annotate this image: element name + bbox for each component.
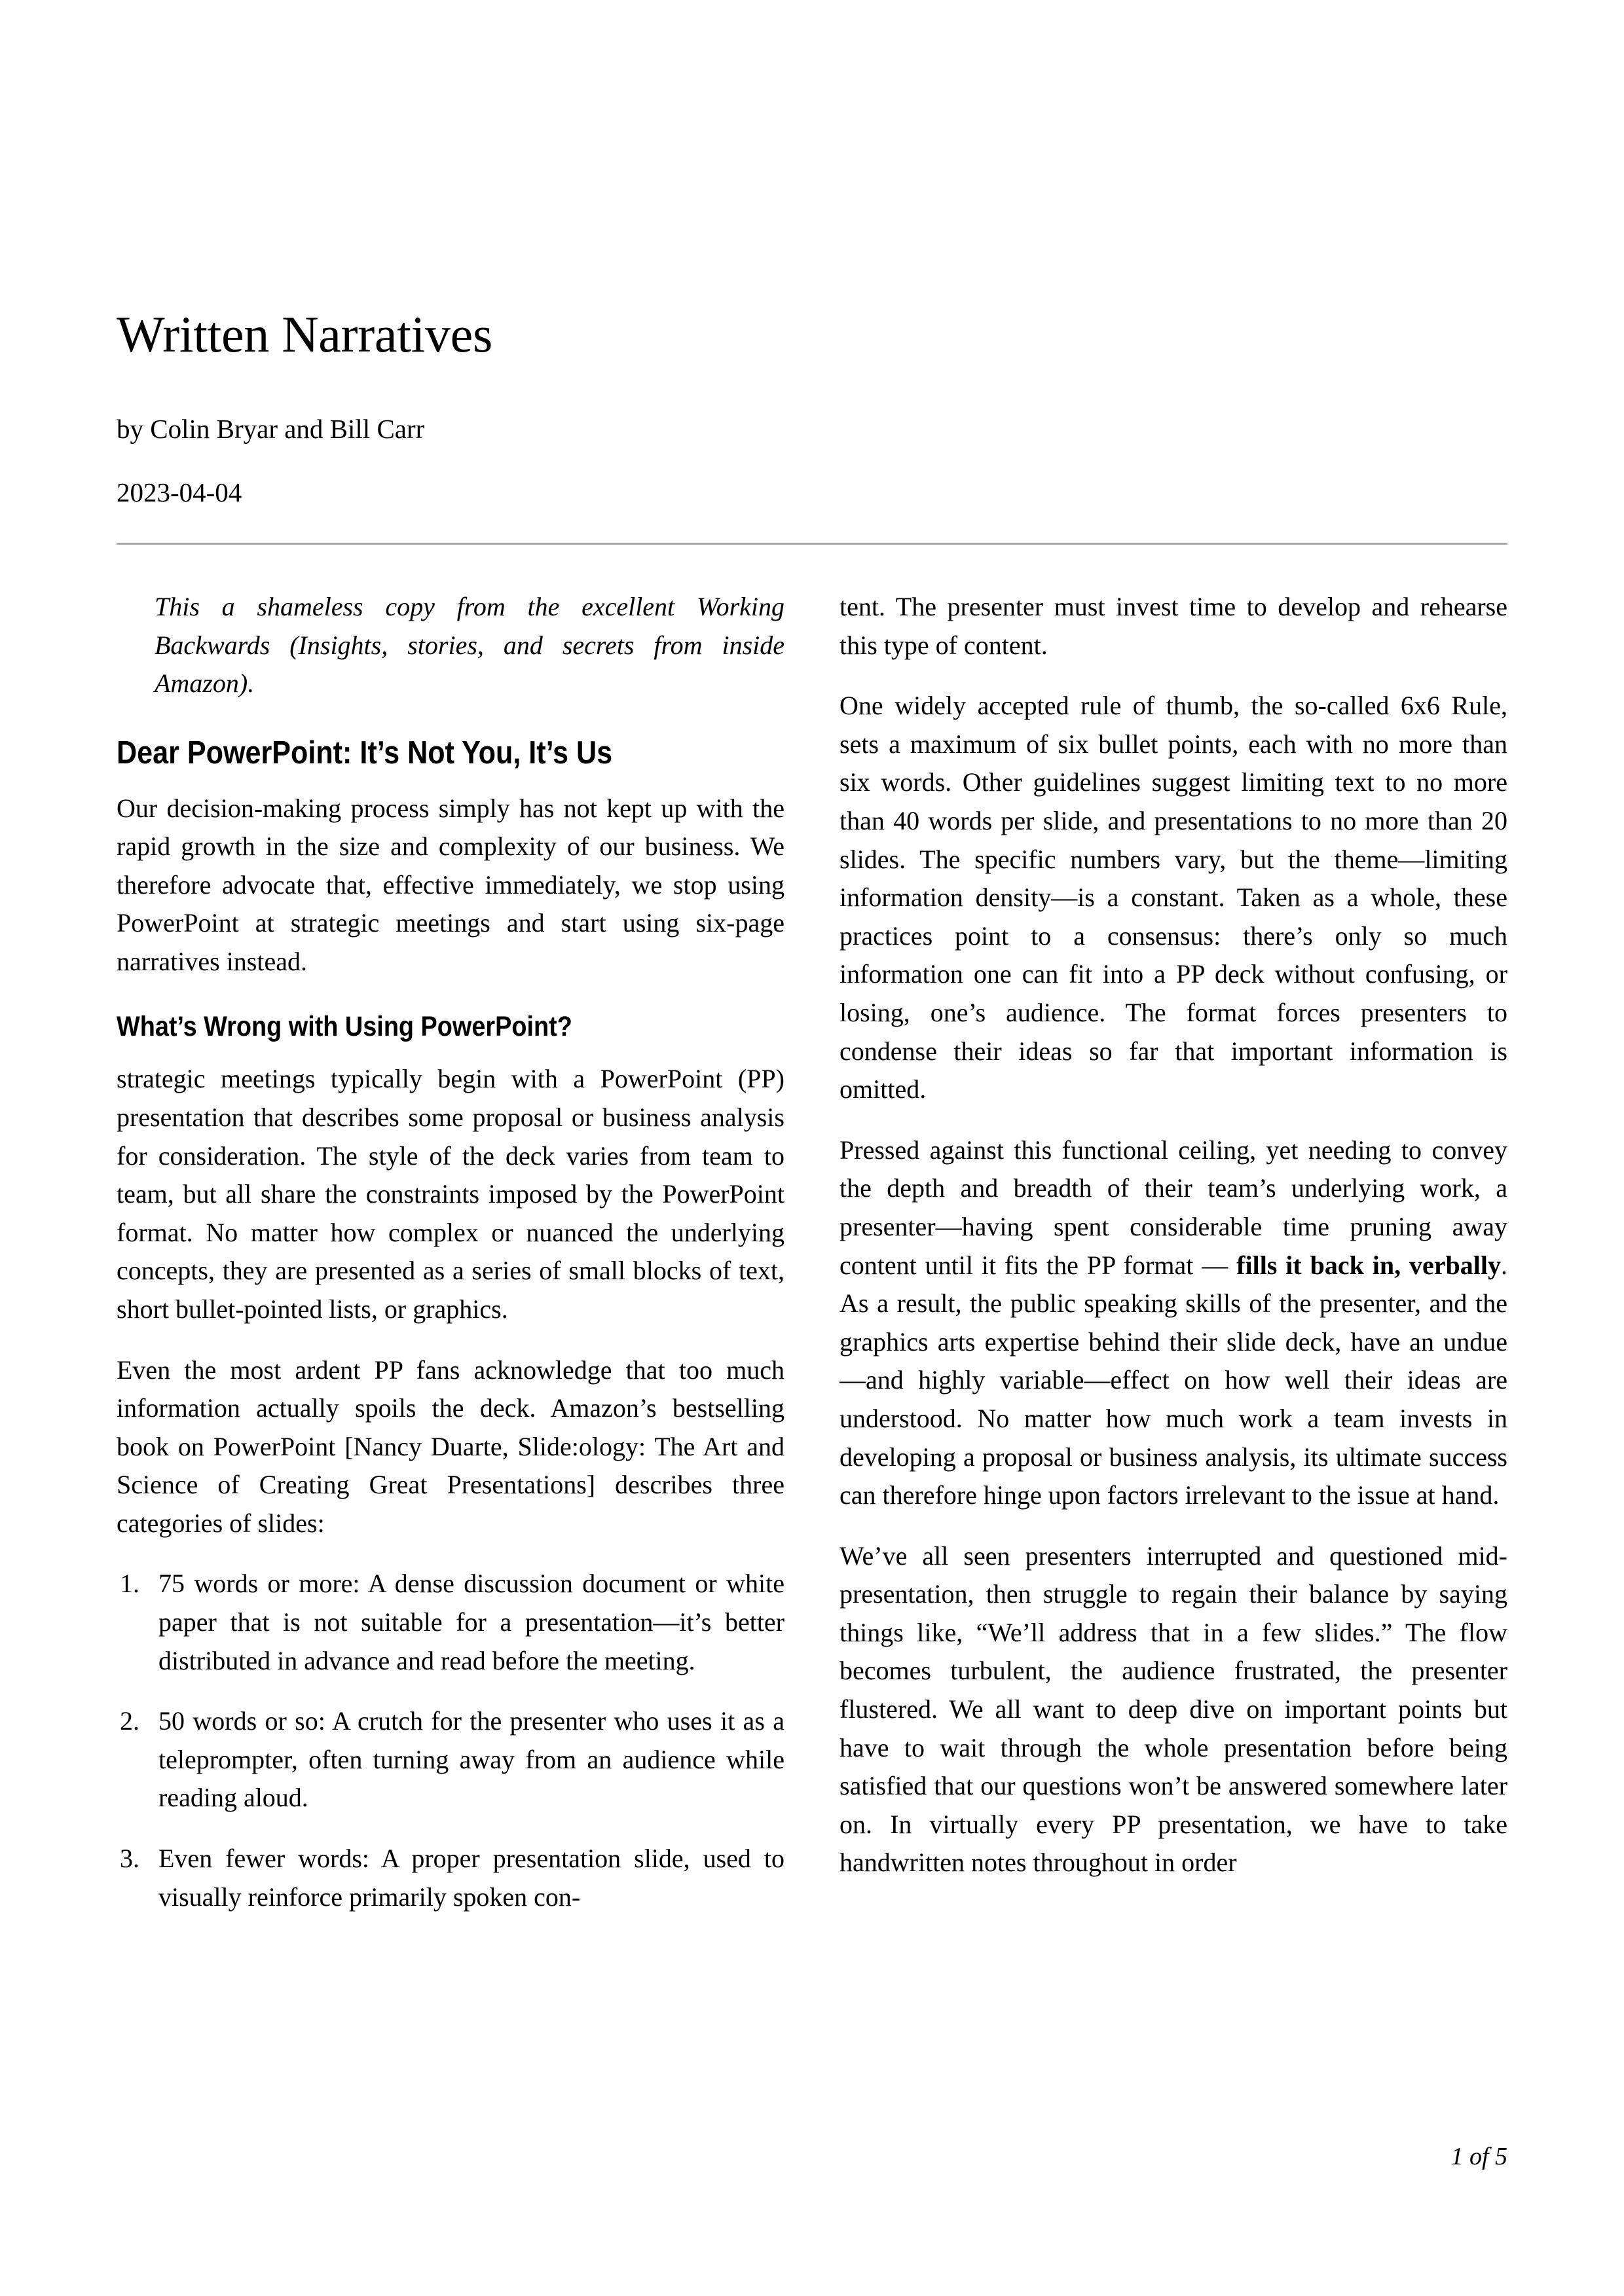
header-divider bbox=[117, 543, 1507, 545]
masthead bbox=[117, 0, 1507, 545]
paragraph-functional-ceiling bbox=[840, 1131, 1507, 1515]
page-title: Written Narratives bbox=[117, 306, 493, 363]
paragraph-text-before-bold: Pressed against this functional ceiling, yet needing to convey the depth and breadth of their team’s underlying work, a presenter—having spent considerable time pruning away content until it fits the PP format — bbox=[840, 1135, 1507, 1280]
list-item-text: 50 words or so: A crutch for the presenter who uses it as a teleprompter, often turning away from an audience while reading aloud. bbox=[158, 1706, 784, 1813]
article-columns bbox=[117, 588, 1507, 1916]
list-item bbox=[117, 1565, 784, 1680]
publication-date: 2023-04-04 bbox=[117, 477, 242, 507]
page-footer: 1 of 5 bbox=[1450, 2143, 1507, 2170]
paragraph-text-after-bold: . As a result, the public speaking skills of the presenter, and the graphics arts expertise behind their slide deck, have an undue—and highly variable—effect on how well their ideas are understood. No matter how much work a team invests in developing a proposal or business analysis, its ultimate success can therefore hinge upon factors irrelevant to the issue at hand. bbox=[840, 1250, 1507, 1510]
right-column bbox=[840, 588, 1507, 1882]
paragraph-decision-making: Our decision-making process simply has not kept up with the rapid growth in the size and complexity of our business. We therefore advocate that, effective immediately, we stop using PowerPoint at strategic meetings and start using six-page narratives instead. bbox=[117, 793, 784, 977]
list-marker: 1. bbox=[120, 1569, 139, 1599]
left-column bbox=[117, 588, 784, 1916]
list-marker: 2. bbox=[120, 1706, 139, 1736]
paragraph-interrupted-presenters: We’ve all seen presenters interrupted and questioned mid-presentation, then struggle to regain their balance by saying things like, “We’ll address that in a few slides.” The flow becomes turbulent, the audience frustrated, the presenter flustered. We all want to deep dive on important points but have to wait through the whole presentation before being satisfied that our questions won’t be answered somewhere later on. In virtually every PP presentation, we have to take handwritten notes throughout in order bbox=[840, 1540, 1507, 1878]
slide-categories-list bbox=[117, 1565, 784, 1916]
list-item bbox=[117, 1840, 784, 1916]
list-item-text: Even fewer words: A proper presentation slide, used to visually reinforce primarily spoken con- bbox=[158, 1844, 784, 1912]
list-item bbox=[117, 1702, 784, 1817]
section-heading-whats-wrong: What’s Wrong with Using PowerPoint? bbox=[117, 1010, 572, 1042]
epigraph-blockquote: This a shameless copy from the excellent Working Backwards (Insights, stories, and secrets from inside Amazon). bbox=[155, 592, 784, 699]
list-item-text: 75 words or more: A dense discussion document or white paper that is not suitable for a presentation—it’s better distributed in advance and read before the meeting. bbox=[158, 1569, 784, 1675]
paragraph-6x6-rule: One widely accepted rule of thumb, the so-called 6x6 Rule, sets a maximum of six bullet points, each with no more than six words. Other guidelines suggest limiting text to no more than 40 words per slide, and presentations to no more than 20 slides. The specific numbers vary, but the theme—limiting information density—is a constant. Taken as a whole, these practices point to a consensus: there’s only so much information one can fit into a PP deck without confusing, or losing, one’s audience. The format forces presenters to condense their ideas so far that important information is omitted. bbox=[840, 691, 1507, 1104]
paragraph-strategic-meetings: strategic meetings typically begin with a PowerPoint (PP) presentation that describes some proposal or business analysis for consideration. The style of the deck varies from team to team, but all share the constraints imposed by the PowerPoint format. No matter how complex or nuanced the underlying concepts, they are presented as a series of small blocks of text, short bullet-pointed lists, or graphics. bbox=[117, 1064, 784, 1324]
section-heading-dear-powerpoint: Dear PowerPoint: It’s Not You, It’s Us bbox=[117, 735, 613, 771]
paragraph-ardent-pp-fans: Even the most ardent PP fans acknowledge that too much information actually spoils the deck. Amazon’s bestselling book on PowerPoint [Nancy Duarte, Slide:ology: The Art and Science of Creating Great Presentations] describes three categories of slides: bbox=[117, 1355, 784, 1538]
byline: by Colin Bryar and Bill Carr bbox=[117, 413, 425, 444]
paragraph-continued-content: tent. The presenter must invest time to develop and rehearse this type of content. bbox=[840, 592, 1507, 660]
list-marker: 3. bbox=[120, 1844, 139, 1874]
page-frame bbox=[117, 0, 1507, 2296]
emphasis-fills-it-back-in: fills it back in, verbally bbox=[1236, 1250, 1501, 1280]
